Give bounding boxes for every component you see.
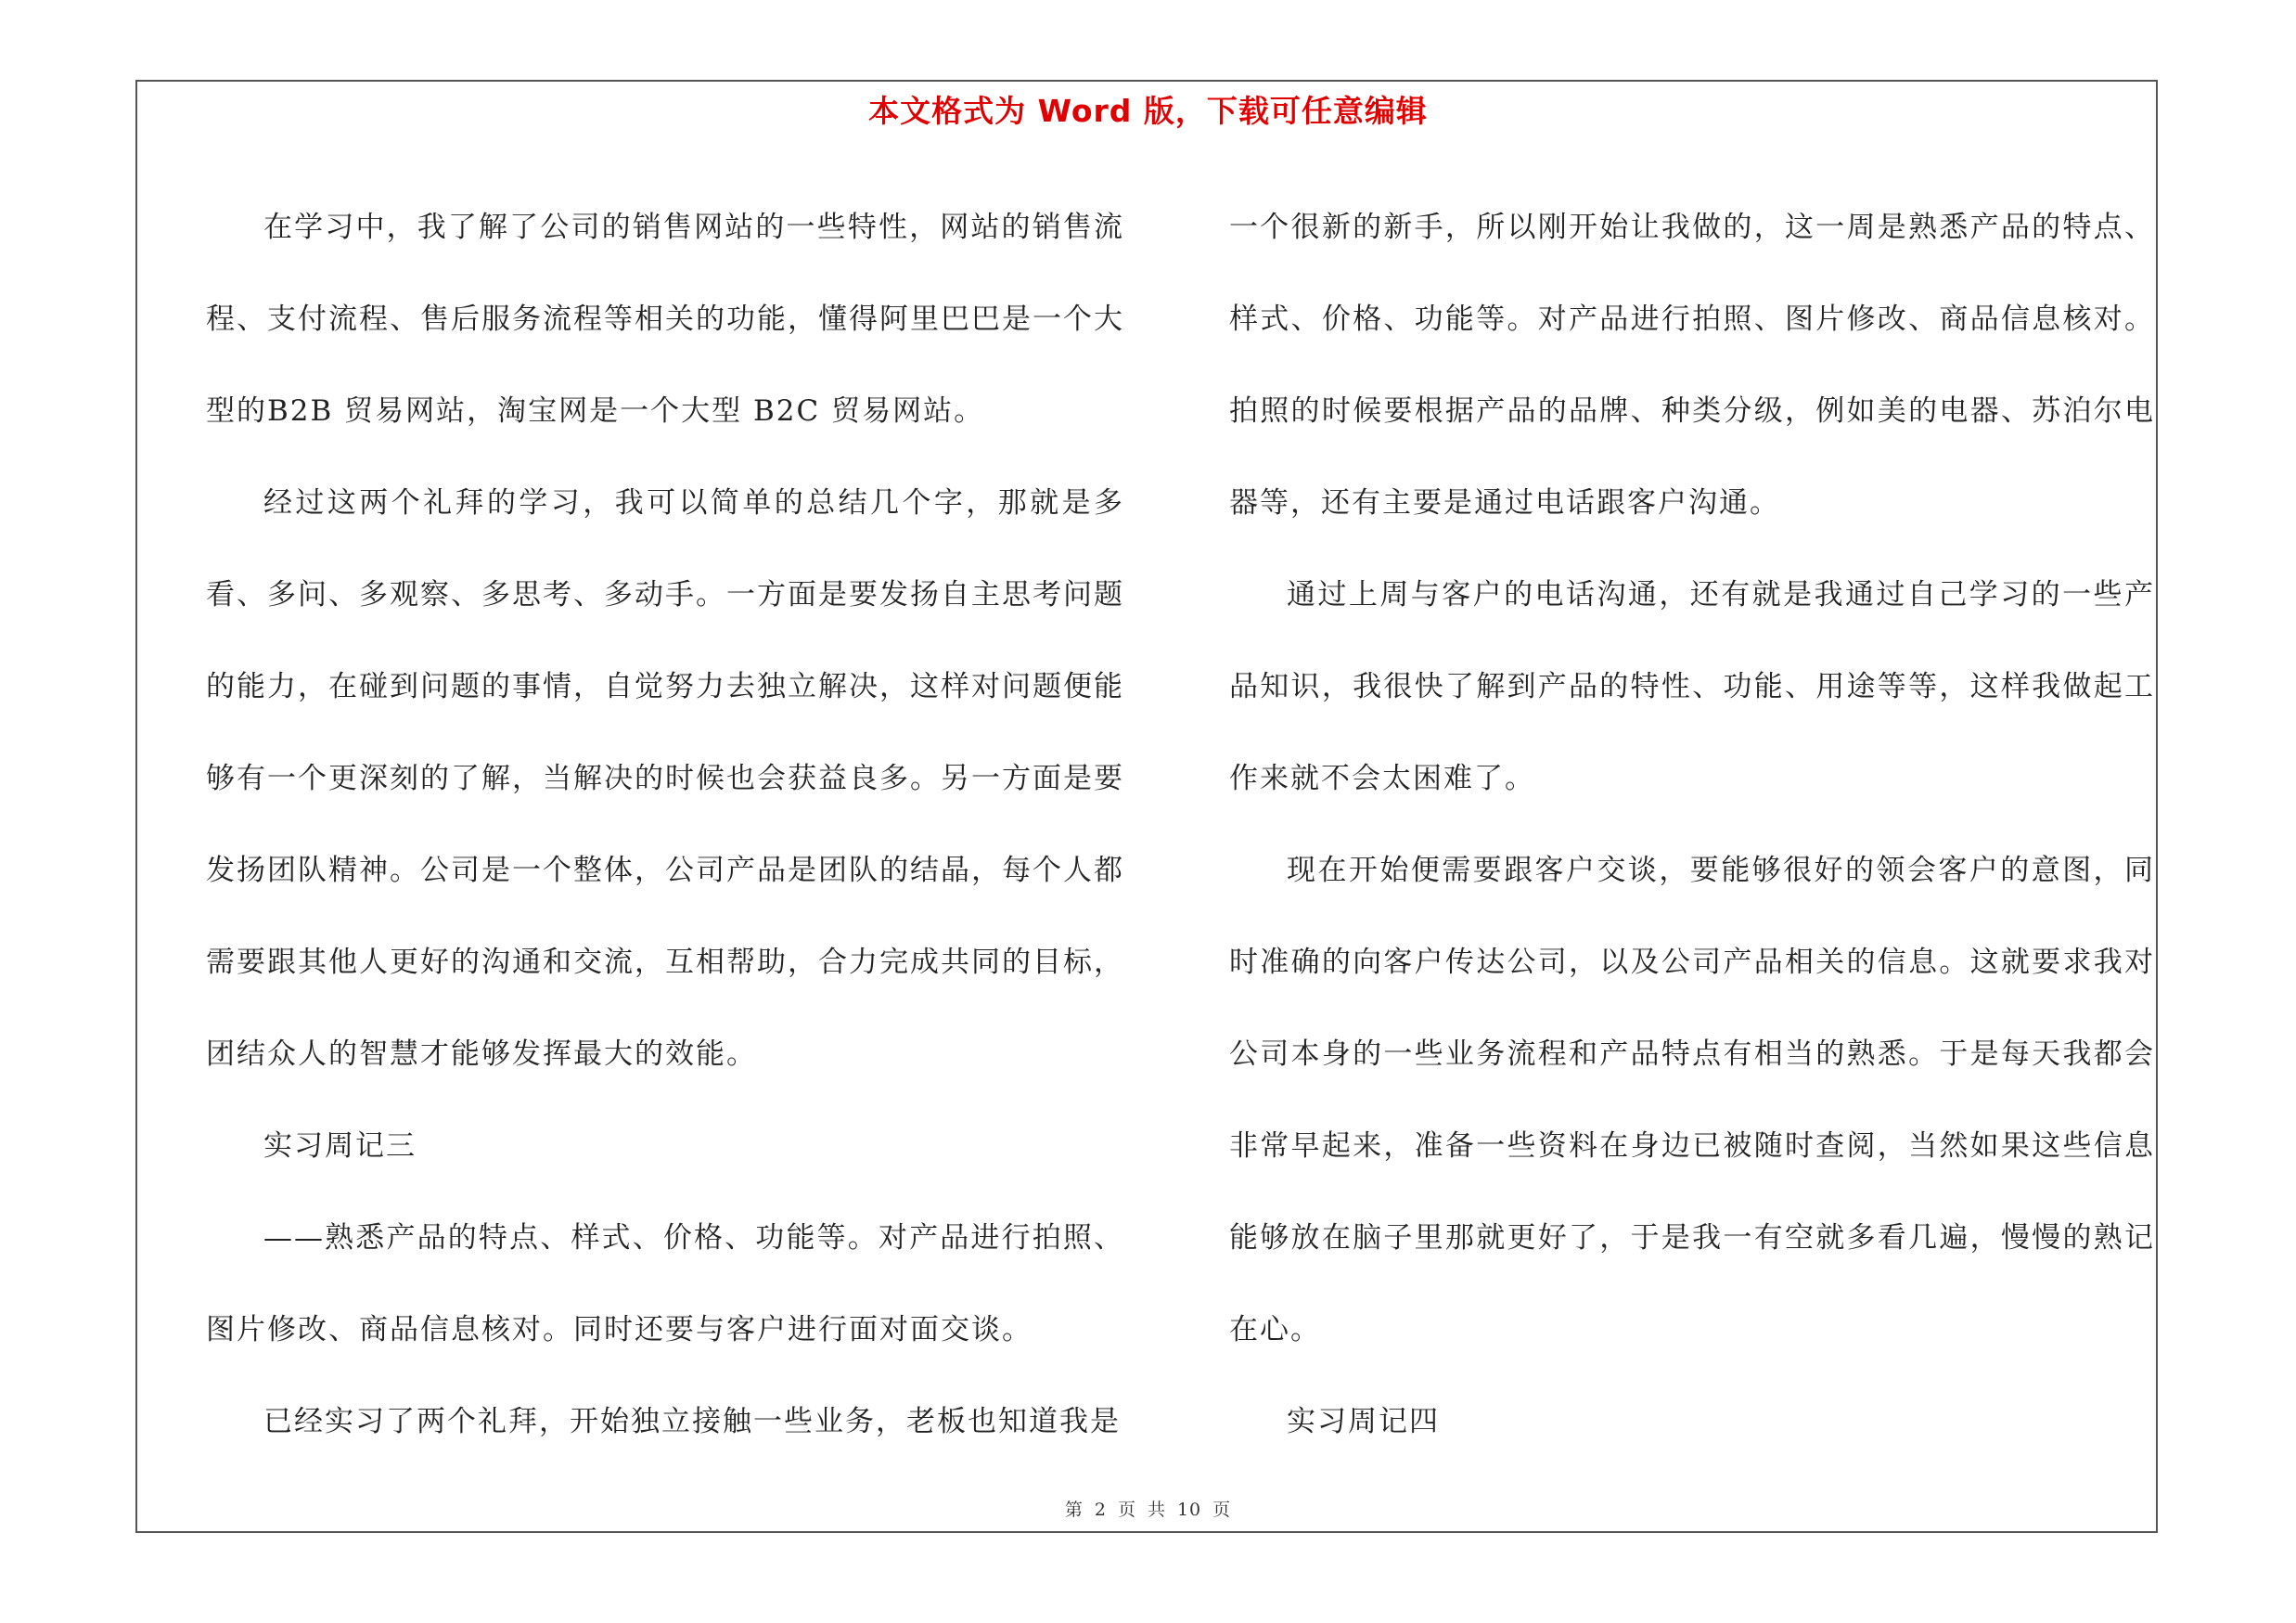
format-banner: 本文格式为 Word 版，下载可任意编辑 xyxy=(868,93,1428,129)
paragraph: 经过这两个礼拜的学习，我可以简单的总结几个字，那就是多看、多问、多观察、多思考、多动手。一方面是要发扬自主思考问题的能力，在碰到问题的事情，自觉努力去独立解决，这样对问题便能够有一个更深刻的了解，当解决的时候也会获益良多。另一方面是要发扬团队精神。公司是一个整体，公司产品是团队的结晶，每个人都需要跟其他人更好的沟通和交流，互相帮助，合力完成共同的目标，团结众人的智慧才能够发挥最大的效能。 xyxy=(206,486,1124,1071)
paragraph: 通过上周与客户的电话沟通，还有就是我通过自己学习的一些产品知识，我很快了解到产品的特性、功能、用途等等，这样我做起工作来就不会太困难了。 xyxy=(1229,578,2155,795)
paragraph: ——熟悉产品的特点、样式、价格、功能等。对产品进行拍照、图片修改、商品信息核对。同时还要与客户进行面对面交谈。 xyxy=(206,1221,1124,1346)
paragraph: 已经实习了两个礼拜，开始独立接触一些业务，老板也知道我是 xyxy=(263,1405,1121,1438)
section-heading: 实习周记三 xyxy=(263,1129,417,1163)
paragraph-continuation: 一个很新的新手，所以刚开始让我做的，这一周是熟悉产品的特点、样式、价格、功能等。对产品进行拍照、图片修改、商品信息核对。拍照的时候要根据产品的品牌、种类分级，例如美的电器、苏泊尔电器等，还有主要是通过电话跟客户沟通。 xyxy=(1229,211,2155,520)
footer-page-unit: 页 xyxy=(1117,1500,1136,1520)
section-heading: 实习周记四 xyxy=(1287,1405,1440,1438)
paragraph: 现在开始便需要跟客户交谈，要能够很好的领会客户的意图，同时准确的向客户传达公司，以及公司产品相关的信息。这就要求我对公司本身的一些业务流程和产品特点有相当的熟悉。于是每天我都会非常早起来，准备一些资料在身边已被随时查阅，当然如果这些信息能够放在脑子里那就更好了，于是我一有空就多看几遍，慢慢的熟记在心。 xyxy=(1229,854,2155,1346)
left-column xyxy=(206,182,1124,1468)
footer-prefix: 第 xyxy=(1064,1500,1084,1520)
footer-current-page: 2 xyxy=(1094,1500,1107,1520)
right-column xyxy=(1229,182,2155,1468)
footer-suffix: 页 xyxy=(1212,1500,1232,1520)
footer-total-pages: 10 xyxy=(1176,1500,1202,1520)
footer-total-label: 共 xyxy=(1147,1500,1166,1520)
paragraph: 在学习中，我了解了公司的销售网站的一些特性，网站的销售流程、支付流程、售后服务流程等相关的功能，懂得阿里巴巴是一个大型的B2B 贸易网站，淘宝网是一个大型 B2C 贸易网站。 xyxy=(206,211,1124,428)
page-footer xyxy=(0,1496,2296,1521)
